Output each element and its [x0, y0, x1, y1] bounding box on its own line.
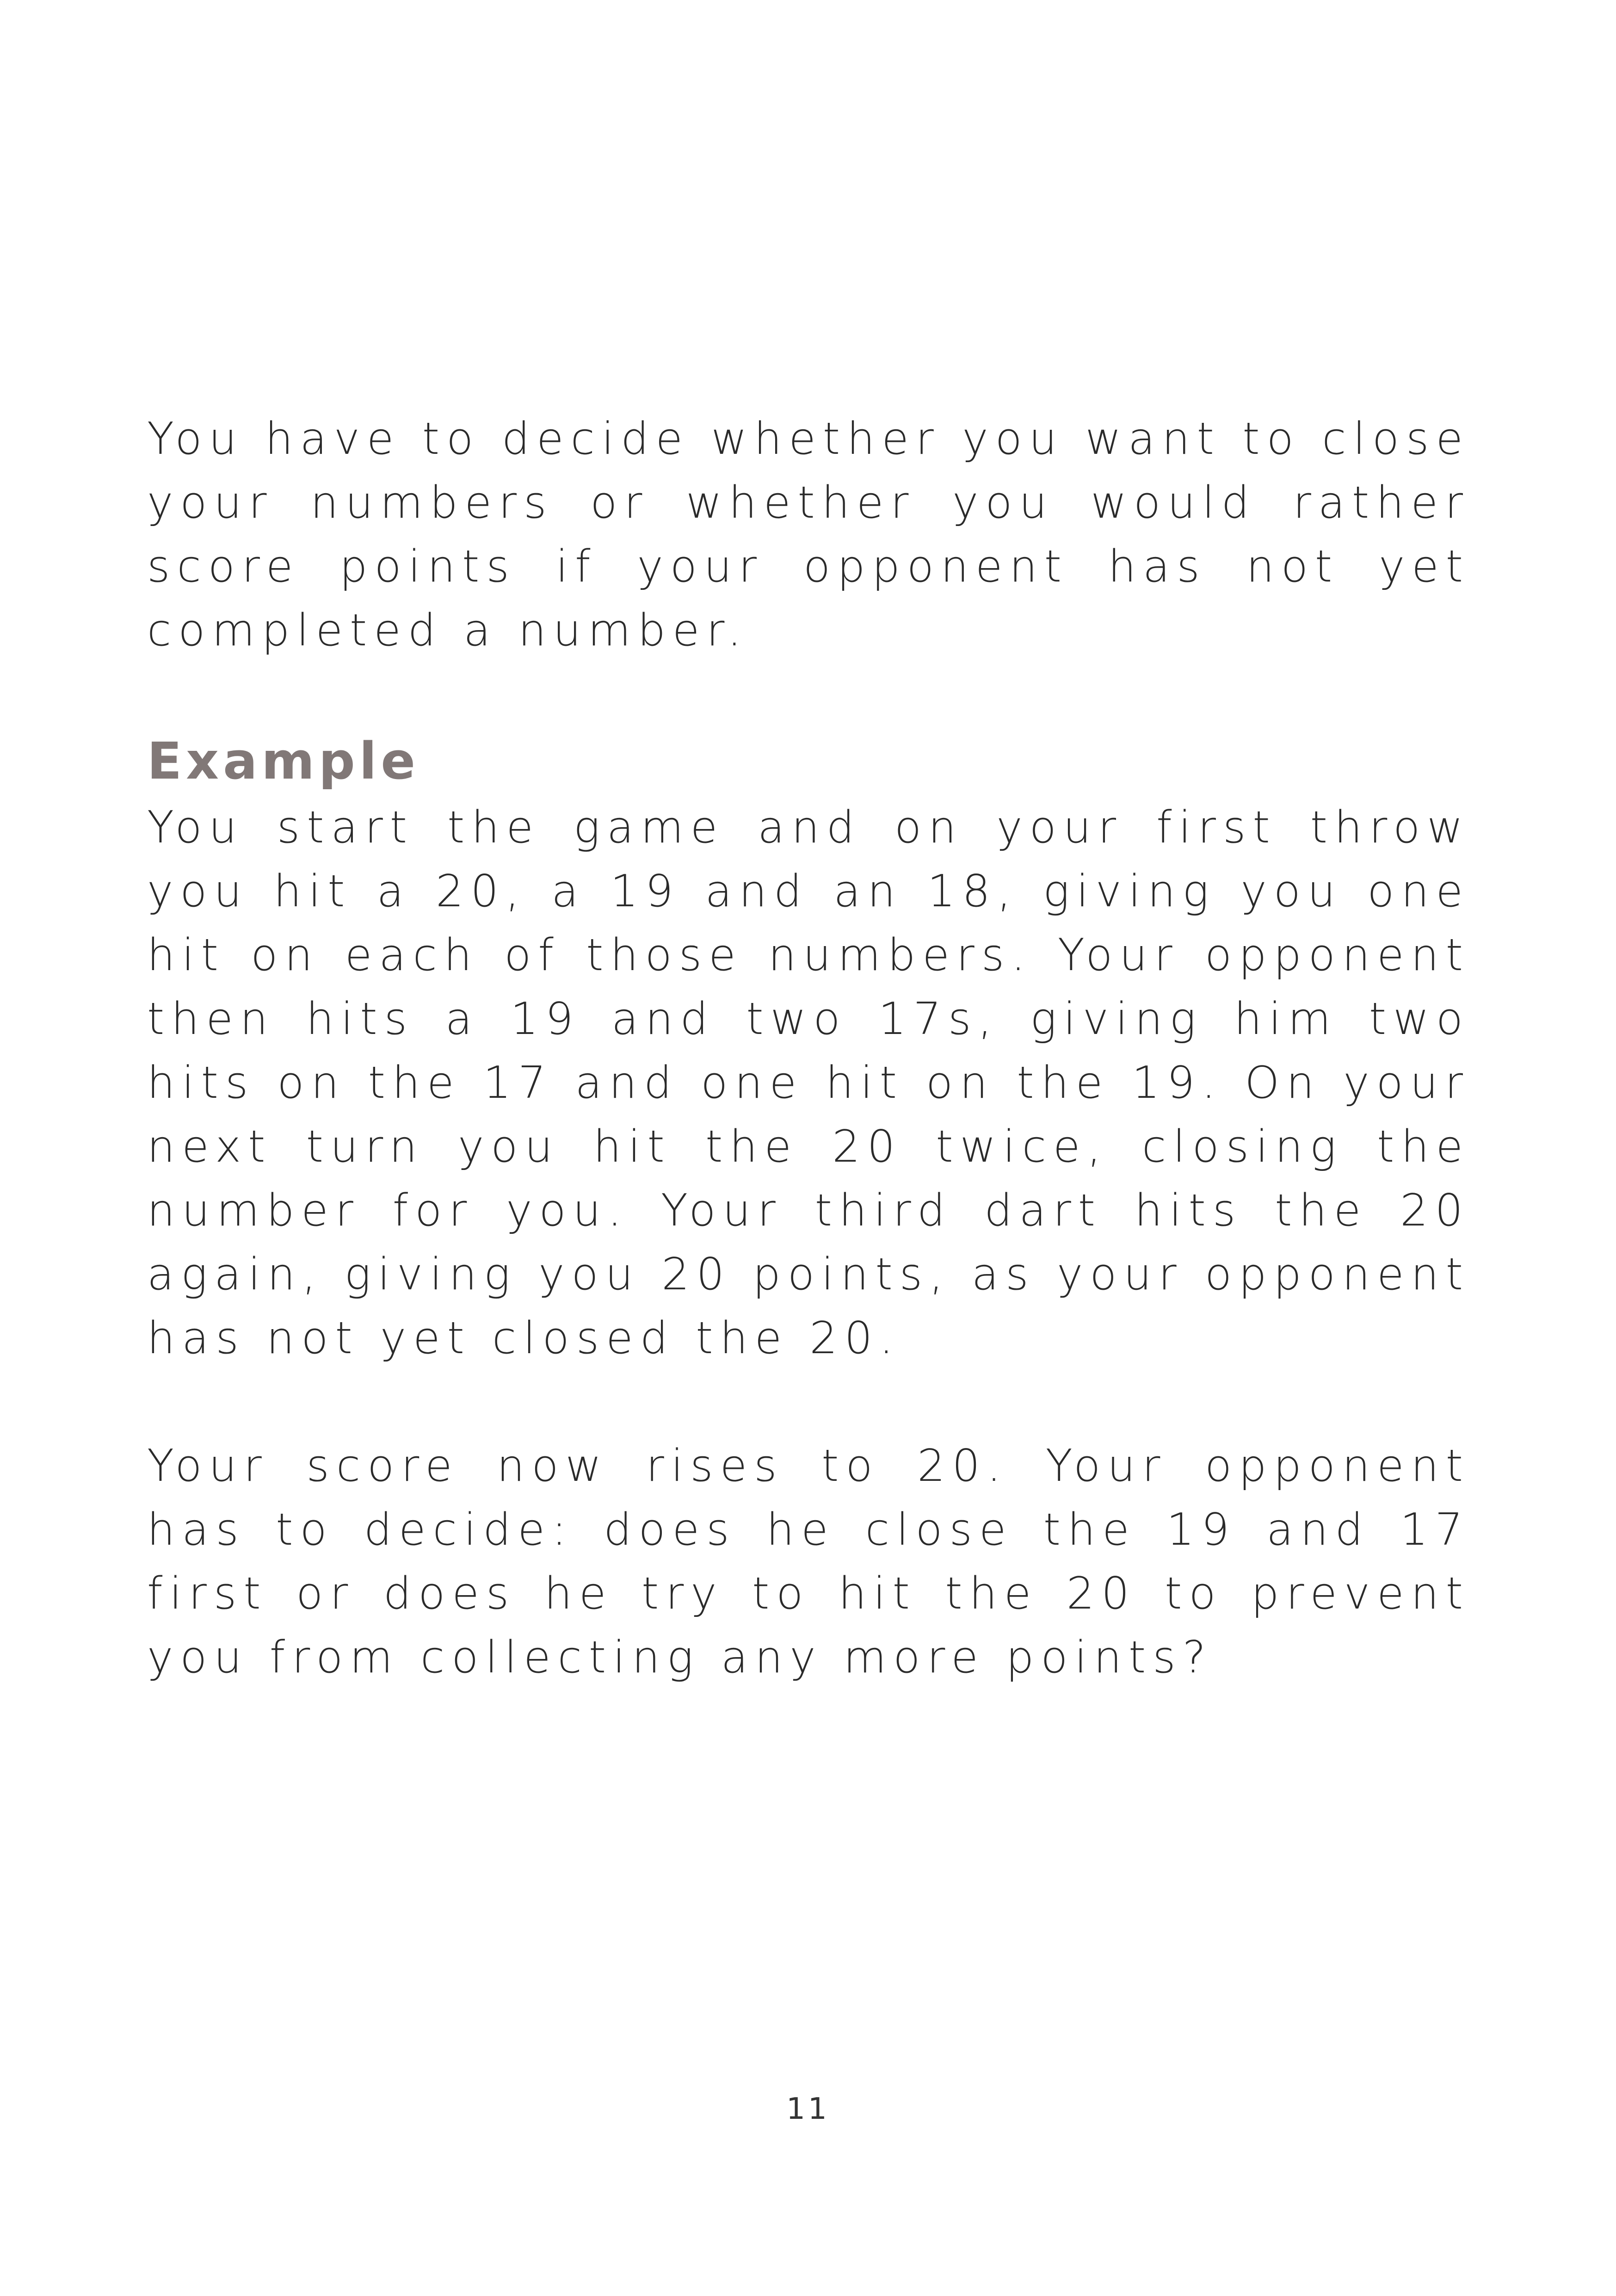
section-heading: Example	[147, 731, 419, 791]
conclusion-paragraph: Your score now rises to 20. Your opponent has to decide: does he close the 19 and 17 first or does he try to hit the 20 to prevent you from collecting any more points?	[147, 1441, 1470, 1683]
example-paragraph: You start the game and on your first throw you hit a 20, a 19 and an 18, giving you one hit on each of those numbers. Your opponent then hits a 19 and two 17s, giving him two hits on the 17 and one hit on the 19. On your next turn you hit the 20 twice, closing the number for you. Your third dart hits the 20 again, giving you 20 points, as your opponent has not yet closed the 20.	[147, 802, 1470, 1364]
paragraph-spacer	[147, 1370, 1470, 1434]
page-number: 11	[786, 2092, 830, 2126]
page-content	[147, 407, 1470, 1690]
paragraph-spacer	[147, 662, 1470, 726]
intro-paragraph: You have to decide whether you want to close your numbers or whether you would rather score points if your opponent has not yet completed a number.	[147, 414, 1470, 656]
